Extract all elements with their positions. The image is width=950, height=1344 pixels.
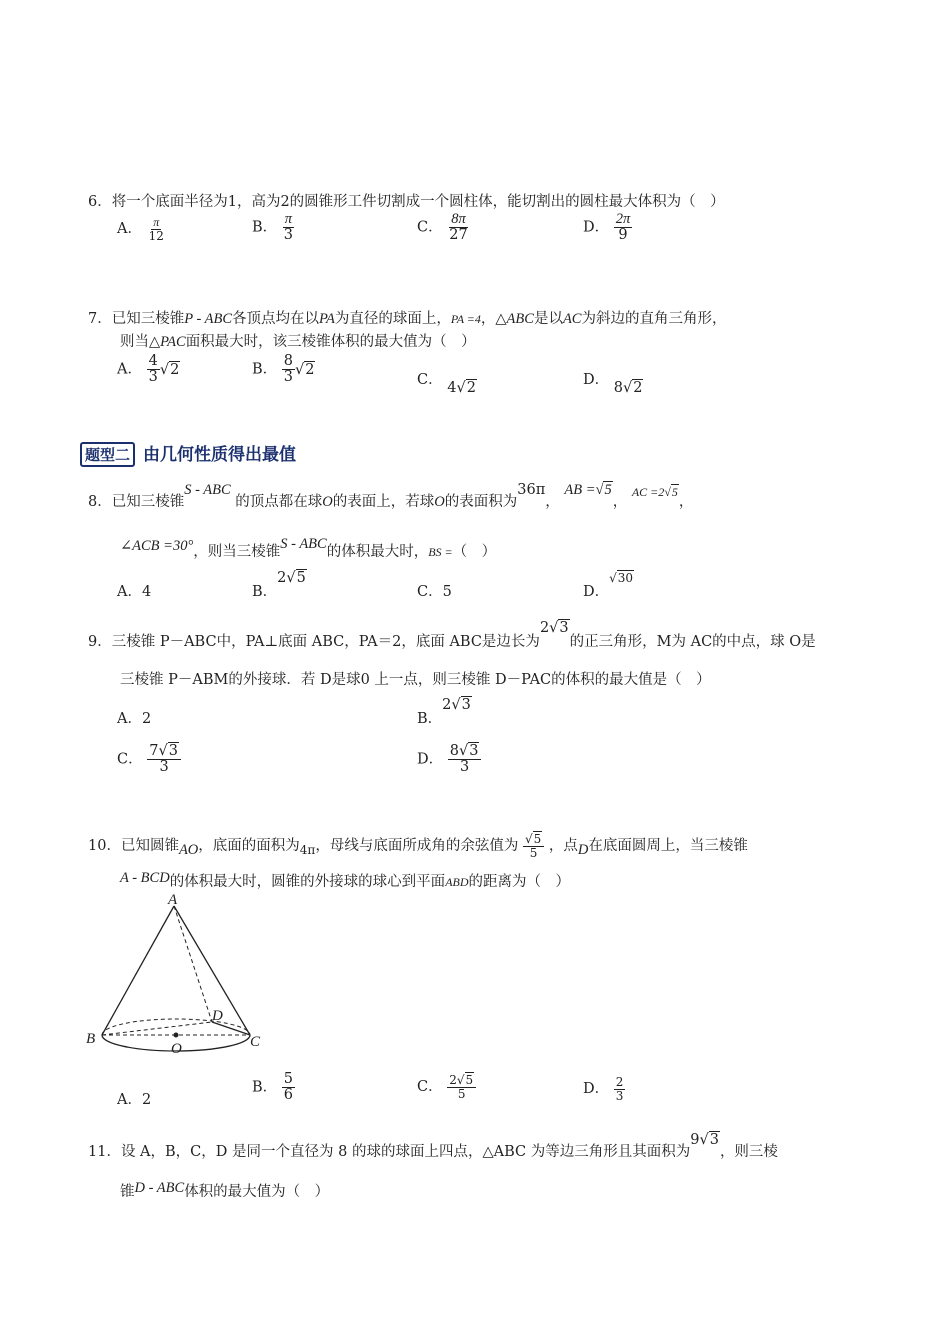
q7-option-d: D． 8√2 <box>583 372 643 396</box>
q10-option-a: A．2 <box>117 1092 152 1108</box>
cone-segment-ad <box>174 906 212 1022</box>
section-tag: 题型二 <box>80 442 135 467</box>
section-heading <box>80 440 296 467</box>
q9-stem-line1: 9．三棱锥 P－ABC中，PA⊥底面 ABC，PA＝2，底面 ABC是边长为2√3的正三角形，M为 AC的中点，球 O是 <box>88 620 816 650</box>
q7-option-c: C． 4√2 <box>417 372 476 396</box>
label-d: D <box>212 1008 223 1024</box>
q9-option-c: C． $\frac{7√3}{3}$ <box>117 744 181 775</box>
q8-option-c: C．5 <box>417 584 452 600</box>
section-title: 由几何性质得出最值 <box>143 445 297 465</box>
q11-stem-line1: 11．设 A，B，C，D 是同一个直径为 8 的球的球面上四点，△ABC 为等边三角形且其面积为9√3，则三棱 <box>88 1132 778 1160</box>
q6-option-b: B． $\frac{\pi}{3}$ <box>252 211 293 244</box>
q10-option-b: B． $\frac{5}{6}$ <box>252 1071 293 1104</box>
cone-segment-bd <box>102 1022 212 1035</box>
q9-option-b: B．2√3 <box>417 697 471 727</box>
q7-stem-line1: 7．已知三棱锥P - ABC各顶点均在以PA为直径的球面上，PA =4，△ABC是以AC为斜边的直角三角形， <box>88 311 727 327</box>
cone-center-point <box>174 1033 179 1038</box>
cone-edge-ab <box>102 906 174 1035</box>
cone-figure <box>80 888 280 1060</box>
q9-option-d: D． $\frac{8√3}{3}$ <box>417 744 481 775</box>
q9-stem-line2: 三棱锥 P－ABM的外接球．若 D是球0 上一点，则三棱锥 D－PAC的体积的最大值是（ ） <box>120 672 711 688</box>
q8-option-a: A．4 <box>117 584 152 600</box>
label-b: B <box>86 1031 96 1047</box>
q7-option-a: A． $\frac{4}{3}$ √2 <box>117 353 180 386</box>
q6-stem: 6．将一个底面半径为1，高为2的圆锥形工件切割成一个圆柱体，能切割出的圆柱最大体积为（ ） <box>88 194 725 210</box>
q8-option-b: B．2√5 <box>252 570 306 600</box>
q11-stem-line2: 锥D - ABC体积的最大值为（ ） <box>120 1180 330 1200</box>
q9-option-a: A．2 <box>117 711 152 727</box>
q10-option-c: C． $\frac{2√5}{5}$ <box>417 1074 476 1100</box>
q10-option-d: D． $\frac{2}{3}$ <box>583 1075 624 1103</box>
q8-stem-line1: 8．已知三棱锥S - ABC 的顶点都在球O的表面上，若球O的表面积为36π， AB =√5， $^{AC =2√5}$， <box>88 482 694 510</box>
label-c: C <box>250 1034 261 1050</box>
q7-stem-line2: 则当△PAC面积最大时，该三棱锥体积的最大值为（ ） <box>120 334 476 350</box>
q6-option-d: D． $\frac{2\pi}{9}$ <box>583 211 631 244</box>
label-o: O <box>171 1041 182 1057</box>
q10-stem-line2: A - BCD的体积最大时，圆锥的外接球的球心到平面ABD的距离为（ ） <box>120 870 571 890</box>
q6-option-a: A． $\frac{\pi}{12}$ <box>117 215 164 243</box>
label-a: A <box>168 892 178 908</box>
q10-stem-line1: 10．已知圆锥AO，底面的面积为$_{4\pi}$，母线与底面所成角的余弦值为 $\frac{√5}{5}$ ，点D在底面圆周上，当三棱锥 <box>88 832 748 860</box>
q7-option-b: B． $\frac{8}{3}$ √2 <box>252 353 315 386</box>
q8-stem-line2: ∠ACB =30°，则当三棱锥S - ABC的体积最大时，BS =（ ） <box>120 536 497 560</box>
q8-option-d: D．√30 <box>583 571 634 600</box>
q6-option-c: C． $\frac{8\pi}{27}$ <box>417 211 468 244</box>
